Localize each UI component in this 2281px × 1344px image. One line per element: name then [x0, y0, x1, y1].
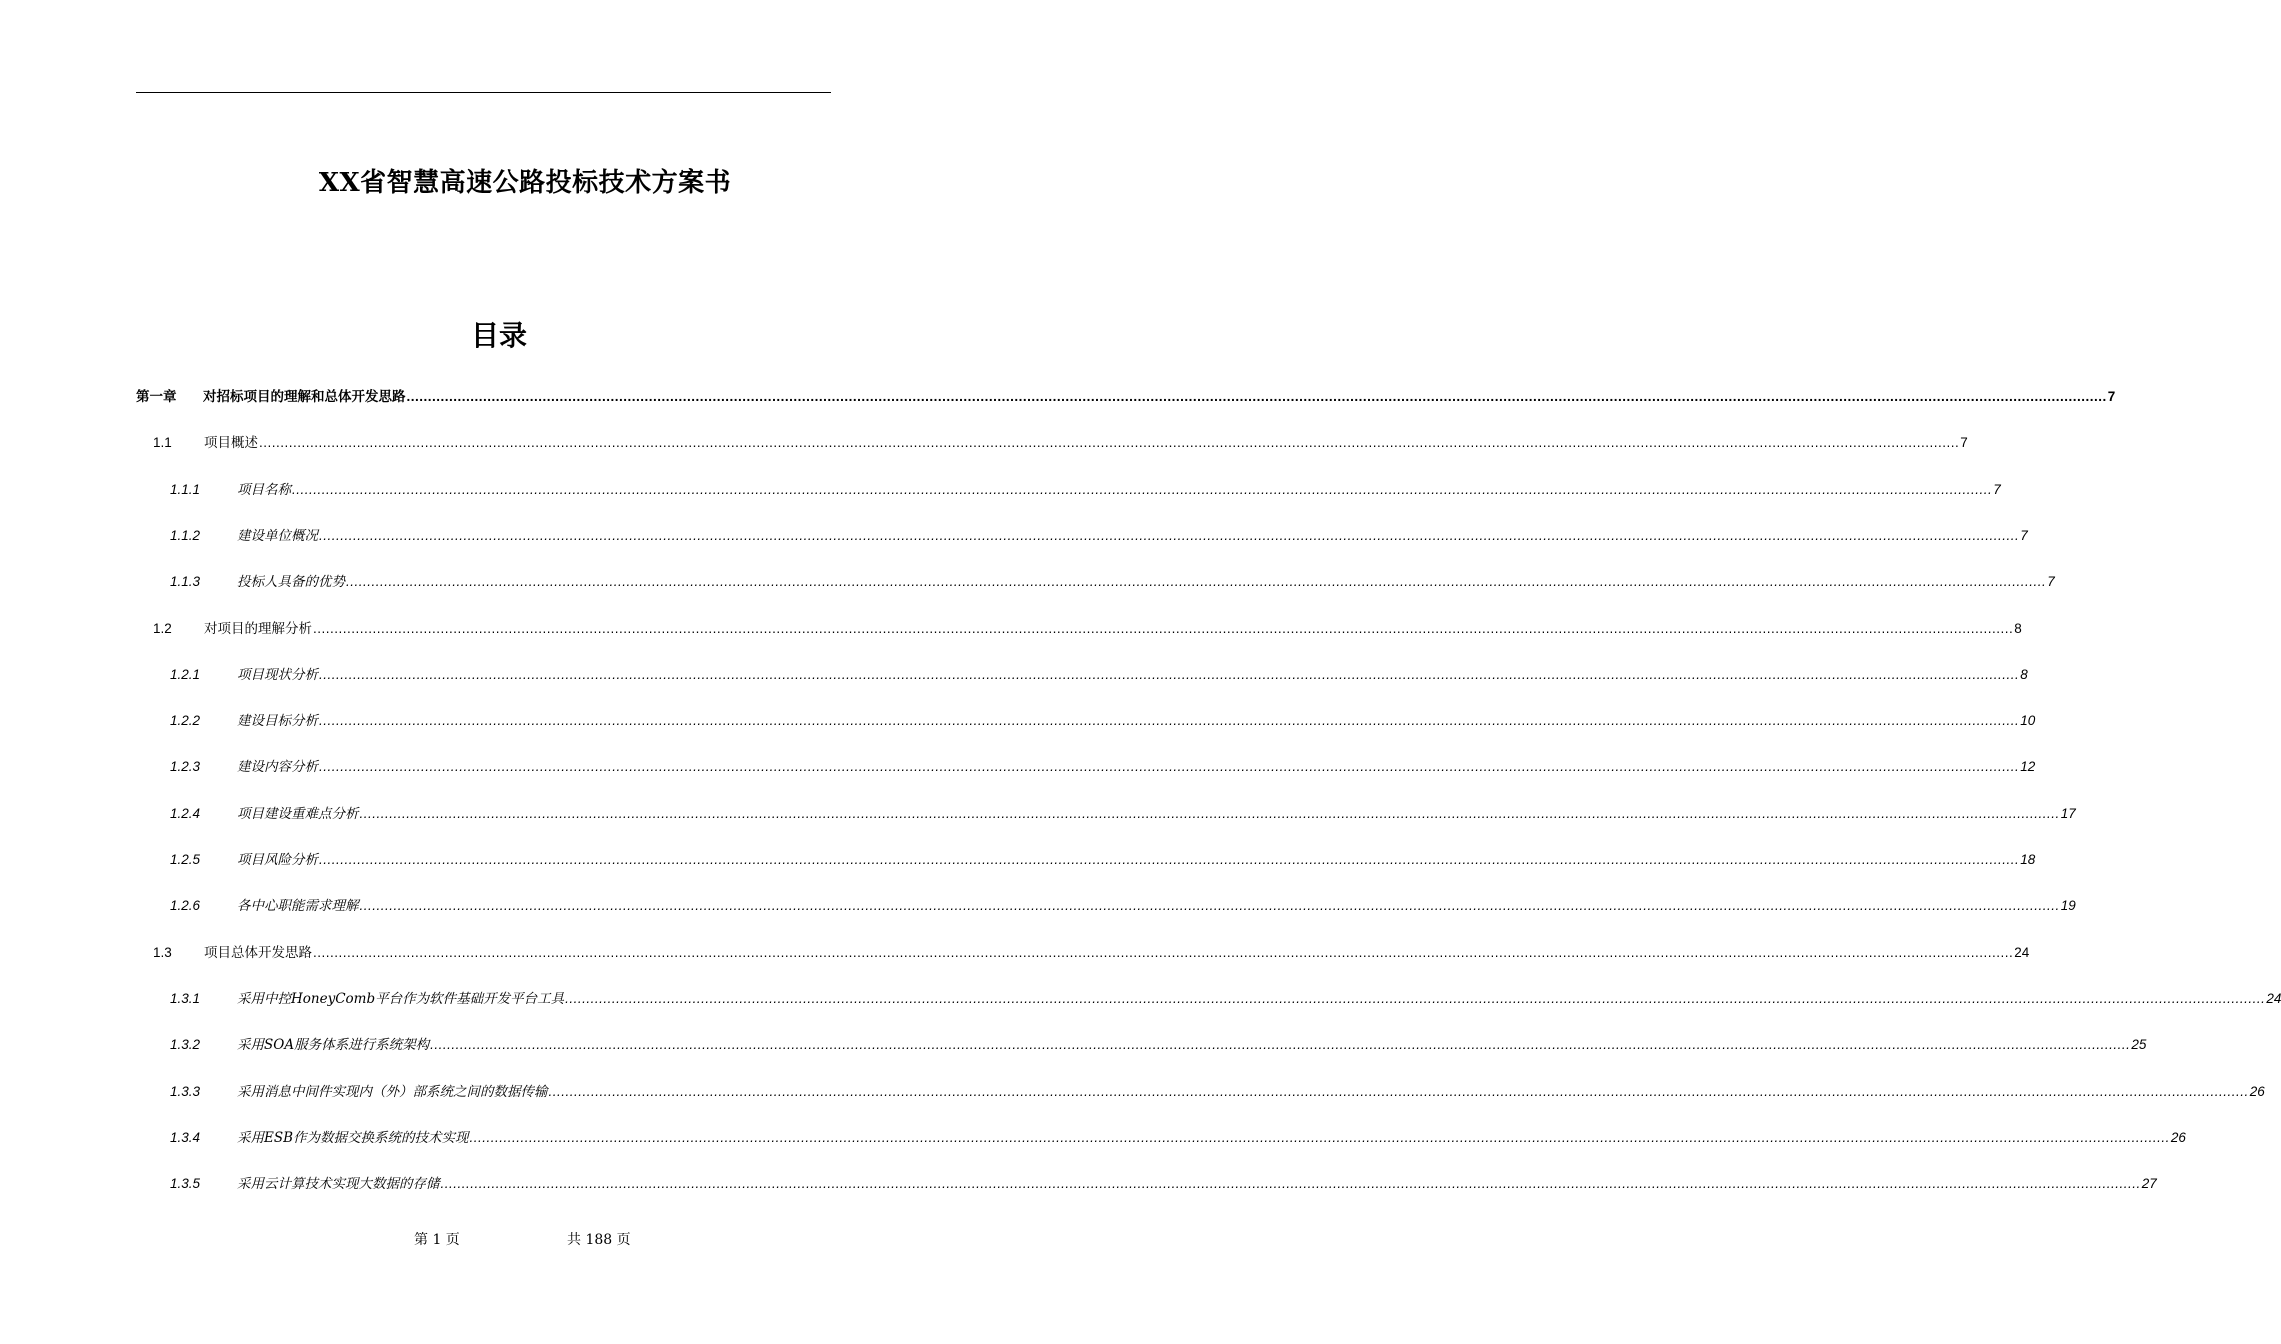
toc-entry[interactable] — [153, 619, 2022, 639]
toc-entry-page: 12 — [2020, 759, 2036, 774]
header-rule — [136, 92, 831, 93]
toc-entry-page: 10 — [2020, 713, 2036, 728]
toc-entry-page: 26 — [2249, 1084, 2265, 1099]
page-number: 第 1 页 — [414, 1232, 460, 1248]
page-total: 共 188 页 — [567, 1232, 631, 1248]
toc-entry-number: 1.2 — [153, 621, 172, 636]
toc-entry-number: 1.2.3 — [170, 759, 201, 774]
toc-leader-dots: ................................................................................................................................................................................................................................................................................................................................................................................................................ — [406, 389, 2107, 404]
toc-entry[interactable] — [170, 572, 2055, 592]
toc-leader-dots: ................................................................................................................................................................................................................................................................................................................................................................................................................ — [319, 759, 2020, 774]
toc-entry[interactable] — [170, 480, 2001, 500]
toc-entry-number: 1.2.2 — [170, 713, 201, 728]
toc-entry-title: 项目总体开发思路 — [204, 945, 312, 961]
toc-leader-dots: ................................................................................................................................................................................................................................................................................................................................................................................................................ — [469, 1130, 2170, 1145]
toc-entry-number: 1.3.3 — [170, 1084, 201, 1099]
toc-entry-title: 采用云计算技术实现大数据的存储 — [237, 1176, 440, 1192]
toc-entry-page: 8 — [2020, 667, 2028, 682]
toc-entry-page: 18 — [2020, 852, 2036, 867]
toc-entry-number: 1.2.4 — [170, 806, 201, 821]
toc-entry[interactable] — [153, 433, 1968, 453]
toc-entry-title: 项目风险分析 — [237, 852, 318, 868]
toc-leader-dots: ................................................................................................................................................................................................................................................................................................................................................................................................................ — [313, 945, 2014, 960]
toc-leader-dots: ................................................................................................................................................................................................................................................................................................................................................................................................................ — [359, 806, 2060, 821]
toc-entry-title: 采用ESB作为数据交换系统的技术实现 — [237, 1130, 469, 1146]
toc-entry[interactable] — [170, 526, 2028, 546]
toc-entry[interactable] — [170, 665, 2028, 685]
toc-entry[interactable] — [153, 943, 2030, 963]
toc-entry-title: 对项目的理解分析 — [204, 621, 312, 637]
toc-leader-dots: ................................................................................................................................................................................................................................................................................................................................................................................................................ — [313, 621, 2014, 636]
toc-entry-number: 1.1.1 — [170, 482, 201, 497]
toc-entry-number: 1.3.1 — [170, 991, 201, 1006]
toc-leader-dots: ................................................................................................................................................................................................................................................................................................................................................................................................................ — [319, 667, 2020, 682]
toc-entry-number: 1.1.3 — [170, 574, 201, 589]
toc-entry-page: 24 — [2266, 991, 2281, 1006]
toc-entry-page: 7 — [2107, 389, 2116, 404]
toc-entry-number: 1.2.6 — [170, 898, 201, 913]
toc-entry-page: 24 — [2014, 945, 2030, 960]
toc-entry-title: 项目现状分析 — [237, 667, 318, 683]
toc-leader-dots: ................................................................................................................................................................................................................................................................................................................................................................................................................ — [346, 574, 2047, 589]
toc-entry[interactable] — [170, 1082, 2265, 1102]
toc-entry-page: 26 — [2170, 1130, 2186, 1145]
toc-leader-dots: ................................................................................................................................................................................................................................................................................................................................................................................................................ — [430, 1037, 2131, 1052]
toc-entry[interactable] — [170, 896, 2076, 916]
toc-entry-page: 8 — [2014, 621, 2022, 636]
toc-entry-page: 7 — [2020, 528, 2028, 543]
toc-leader-dots: ................................................................................................................................................................................................................................................................................................................................................................................................................ — [319, 713, 2020, 728]
toc-leader-dots: ................................................................................................................................................................................................................................................................................................................................................................................................................ — [440, 1176, 2141, 1191]
toc-entry[interactable] — [170, 711, 2036, 731]
toc-entry-page: 17 — [2060, 806, 2076, 821]
toc-heading: 目录 — [470, 319, 527, 352]
toc-leader-dots: ................................................................................................................................................................................................................................................................................................................................................................................................................ — [565, 991, 2266, 1006]
toc-entry-title: 项目概述 — [204, 435, 258, 451]
toc-entry[interactable] — [170, 757, 2036, 777]
toc-leader-dots: ................................................................................................................................................................................................................................................................................................................................................................................................................ — [319, 528, 2020, 543]
toc-entry-title: 对招标项目的理解和总体开发思路 — [203, 389, 406, 405]
toc-leader-dots: ................................................................................................................................................................................................................................................................................................................................................................................................................ — [548, 1084, 2249, 1099]
toc-entry[interactable] — [170, 804, 2076, 824]
toc-leader-dots: ................................................................................................................................................................................................................................................................................................................................................................................................................ — [359, 898, 2060, 913]
toc-entry[interactable] — [170, 1128, 2186, 1148]
toc-entry-number: 1.3.2 — [170, 1037, 201, 1052]
toc-entry-title: 项目名称 — [237, 482, 291, 498]
toc-entry-number: 1.1.2 — [170, 528, 201, 543]
toc-entry-number: 第一章 — [136, 389, 177, 405]
toc-entry[interactable] — [136, 387, 2116, 407]
document-title: XX省智慧高速公路投标技术方案书 — [318, 168, 732, 198]
toc-entry-title: 采用SOA服务体系进行系统架构 — [237, 1037, 430, 1053]
toc-entry-page: 7 — [1993, 482, 2001, 497]
toc-entry[interactable] — [170, 989, 2281, 1009]
toc-entry-number: 1.2.5 — [170, 852, 201, 867]
toc-entry-title: 建设单位概况 — [237, 528, 318, 544]
toc-entry-number: 1.3.5 — [170, 1176, 201, 1191]
toc-entry-title: 项目建设重难点分析 — [237, 806, 359, 822]
toc-entry-number: 1.2.1 — [170, 667, 201, 682]
toc-entry-page: 7 — [1960, 435, 1968, 450]
toc-entry-page: 27 — [2141, 1176, 2157, 1191]
toc-entry-title: 建设内容分析 — [237, 759, 318, 775]
toc-entry-page: 19 — [2060, 898, 2076, 913]
toc-leader-dots: ................................................................................................................................................................................................................................................................................................................................................................................................................ — [292, 482, 1993, 497]
toc-entry-title: 投标人具备的优势 — [237, 574, 345, 590]
toc-entry-title: 采用消息中间件实现内（外）部系统之间的数据传输 — [237, 1084, 548, 1100]
toc-entry-number: 1.3.4 — [170, 1130, 201, 1145]
toc-entry[interactable] — [170, 1174, 2157, 1194]
toc-entry-page: 25 — [2131, 1037, 2147, 1052]
toc-entry-title: 建设目标分析 — [237, 713, 318, 729]
toc-entry[interactable] — [170, 1035, 2147, 1055]
toc-entry[interactable] — [170, 850, 2036, 870]
toc-leader-dots: ................................................................................................................................................................................................................................................................................................................................................................................................................ — [259, 435, 1960, 450]
toc-entry-number: 1.3 — [153, 945, 172, 960]
toc-entry-number: 1.1 — [153, 435, 172, 450]
toc-leader-dots: ................................................................................................................................................................................................................................................................................................................................................................................................................ — [319, 852, 2020, 867]
toc-entry-title: 采用中控HoneyComb平台作为软件基础开发平台工具 — [237, 991, 565, 1007]
toc-entry-page: 7 — [2047, 574, 2055, 589]
toc-entry-title: 各中心职能需求理解 — [237, 898, 359, 914]
